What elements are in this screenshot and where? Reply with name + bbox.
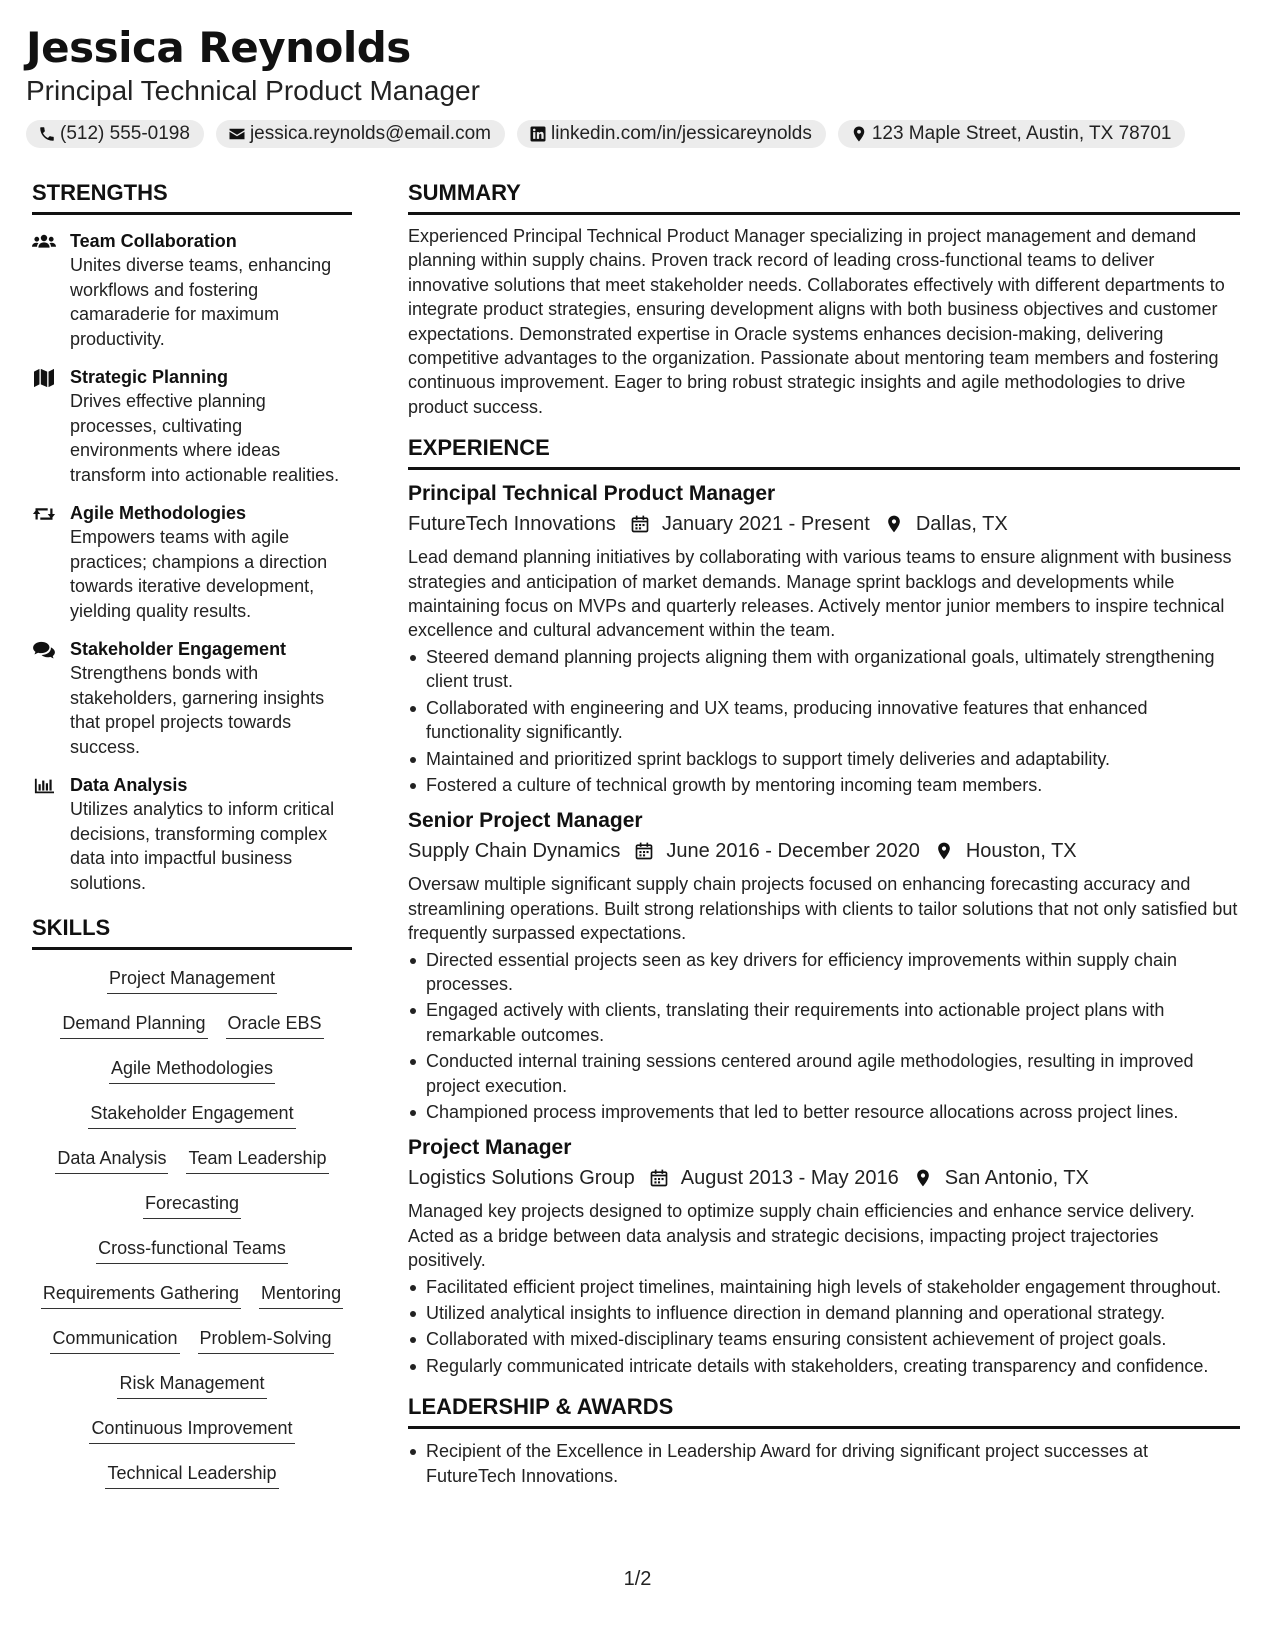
- contact-email[interactable]: [216, 120, 505, 148]
- job-bullet: Fostered a culture of technical growth by mentoring incoming team members.: [408, 773, 1240, 797]
- awards-heading: LEADERSHIP & AWARDS: [408, 1392, 1240, 1429]
- skill-tag: Demand Planning: [60, 1007, 207, 1039]
- strength-title: Team Collaboration: [70, 231, 237, 251]
- job-dates: August 2013 - May 2016: [680, 1167, 899, 1190]
- job-bullet: Directed essential projects seen as key drivers for efficiency improvements within supply chain processes.: [408, 948, 1240, 997]
- map-pin-icon: [934, 841, 954, 861]
- strength-desc: Empowers teams with agile practices; champions a direction towards iterative development, yielding quality results.: [70, 527, 328, 621]
- job-company: FutureTech Innovations: [408, 513, 616, 536]
- job-meta: [408, 1163, 1240, 1193]
- job-location: Houston, TX: [965, 840, 1077, 863]
- users-icon: [32, 232, 56, 252]
- map-pin-icon: [913, 1168, 933, 1188]
- job-bullet: Collaborated with engineering and UX teams, producing innovative features that enhanced functionality significantly.: [408, 696, 1240, 745]
- job-company: Supply Chain Dynamics: [408, 840, 621, 863]
- skill-tag: Oracle EBS: [226, 1007, 324, 1039]
- job-location: Dallas, TX: [915, 513, 1008, 536]
- skill-tag: Risk Management: [117, 1367, 266, 1399]
- strength-title: Data Analysis: [70, 775, 188, 795]
- experience-section: [408, 433, 1240, 1378]
- strength-item: [32, 501, 352, 623]
- job-bullet: Collaborated with mixed-disciplinary teams ensuring consistent achievement of project goals.: [408, 1327, 1240, 1351]
- page-number: 1/2: [623, 1568, 652, 1590]
- left-column: [32, 178, 352, 1502]
- awards-section: [408, 1392, 1240, 1488]
- job-meta: [408, 836, 1240, 866]
- strength-item: [32, 229, 352, 351]
- contact-address: [838, 120, 1186, 148]
- job-bullet: Facilitated efficient project timelines, maintaining high levels of stakeholder engagement throughout.: [408, 1275, 1240, 1299]
- job-entry: [408, 1134, 1240, 1378]
- job-bullet: Engaged actively with clients, translating their requirements into actionable project plans with remarkable outcomes.: [408, 998, 1240, 1047]
- job-dates: June 2016 - December 2020: [666, 840, 920, 863]
- skill-tag: Continuous Improvement: [89, 1412, 294, 1444]
- skill-tag: Mentoring: [259, 1277, 343, 1309]
- skill-tag: Data Analysis: [55, 1142, 168, 1174]
- job-bullet: Steered demand planning projects aligning them with organizational goals, ultimately strengthening client trust.: [408, 645, 1240, 694]
- strength-desc: Unites diverse teams, enhancing workflows and fostering camaraderie for maximum productivity.: [70, 255, 332, 349]
- job-company: Logistics Solutions Group: [408, 1167, 635, 1190]
- comments-icon: [32, 640, 56, 660]
- job-description: Lead demand planning initiatives by collaborating with various teams to ensure alignment with business strategies and anticipation of market demands. Manage sprint backlogs and developments while maintaining focus on MVPs and quarterly releases. Actively mentor junior members to inspire technical excellence and cultural advancement within the team.: [408, 547, 1232, 641]
- job-description: Managed key projects designed to optimize supply chain efficiencies and enhance service delivery. Acted as a bridge between data analysis and strategic decisions, impacting project trajectories positively.: [408, 1201, 1195, 1271]
- contact-linkedin[interactable]: [517, 120, 826, 148]
- contact-phone[interactable]: [26, 120, 204, 148]
- job-bullet: Championed process improvements that led to better resource allocations across project lines.: [408, 1100, 1240, 1124]
- job-title: Principal Technical Product Manager: [408, 482, 776, 506]
- awards-list: [408, 1439, 1240, 1488]
- job-title: Project Manager: [408, 1136, 572, 1160]
- job-location: San Antonio, TX: [944, 1167, 1089, 1190]
- summary-text: Experienced Principal Technical Product Manager specializing in project management and demand planning within supply chains. Proven track record of leading cross-functional teams to deliver innovative solutions that meet stakeholder needs. Collaborates effectively with different departments to integrate product strategies, ensuring development aligns with both business objectives and customer expectations. Demonstrated expertise in Oracle systems enhances decision-making, delivering competitive advantages to the organization. Passionate about mentoring team members and fostering continuous improvement. Eager to bring robust strategic insights and agile methodologies to drive product success.: [408, 226, 1225, 417]
- job-bullet: Utilized analytical insights to influence direction in demand planning and operational strategy.: [408, 1301, 1240, 1325]
- contact-address-text: 123 Maple Street, Austin, TX 78701: [871, 123, 1172, 144]
- candidate-role: Principal Technical Product Manager: [26, 75, 480, 106]
- linkedin-icon: [529, 125, 547, 143]
- strength-desc: Strengthens bonds with stakeholders, garnering insights that propel projects towards success.: [70, 663, 325, 757]
- job-entry: [408, 480, 1240, 797]
- skill-tag: Communication: [50, 1322, 179, 1354]
- strength-item: [32, 773, 352, 895]
- job-meta: [408, 509, 1240, 539]
- job-entry: [408, 807, 1240, 1124]
- job-bullet: Regularly communicated intricate details with stakeholders, creating transparency and confidence.: [408, 1354, 1240, 1378]
- job-bullet: Maintained and prioritized sprint backlogs to support timely deliveries and adaptability.: [408, 747, 1240, 771]
- job-bullets: [408, 948, 1240, 1125]
- award-item: Recipient of the Excellence in Leadership Award for driving significant project successes at FutureTech Innovations.: [408, 1439, 1240, 1488]
- skill-tag: Stakeholder Engagement: [88, 1097, 295, 1129]
- job-bullets: [408, 645, 1240, 797]
- skills-heading: SKILLS: [32, 913, 352, 950]
- envelope-icon: [228, 125, 246, 143]
- job-bullets: [408, 1275, 1240, 1379]
- bar-chart-icon: [32, 776, 56, 796]
- strength-item: [32, 365, 352, 487]
- calendar-icon: [630, 514, 650, 534]
- contact-linkedin-text: linkedin.com/in/jessicareynolds: [550, 123, 812, 144]
- strength-desc: Utilizes analytics to inform critical decisions, transforming complex data into impactful business solutions.: [70, 799, 335, 893]
- strength-title: Stakeholder Engagement: [70, 639, 287, 659]
- job-description: Oversaw multiple significant supply chain projects focused on enhancing forecasting accuracy and streamlining operations. Built strong relationships with clients to tailor solutions that not only satisfied but frequently surpassed expectations.: [408, 874, 1238, 944]
- retweet-icon: [32, 504, 56, 524]
- calendar-icon: [634, 841, 654, 861]
- skills-section: [32, 913, 352, 1502]
- strength-title: Strategic Planning: [70, 367, 229, 387]
- job-bullet: Conducted internal training sessions centered around agile methodologies, resulting in improved project execution.: [408, 1049, 1240, 1098]
- skill-tag: Requirements Gathering: [41, 1277, 241, 1309]
- skills-list: [32, 962, 352, 1502]
- skill-tag: Cross-functional Teams: [96, 1232, 288, 1264]
- strength-item: [32, 637, 352, 759]
- contact-email-text: jessica.reynolds@email.com: [249, 123, 491, 144]
- strength-title: Agile Methodologies: [70, 503, 247, 523]
- phone-icon: [38, 125, 56, 143]
- contact-phone-text: (512) 555-0198: [60, 123, 190, 144]
- contact-bar: [26, 120, 1256, 148]
- skill-tag: Problem-Solving: [198, 1322, 334, 1354]
- skill-tag: Project Management: [107, 962, 277, 994]
- strengths-heading: STRENGTHS: [32, 178, 352, 215]
- experience-heading: EXPERIENCE: [408, 433, 1240, 470]
- job-title: Senior Project Manager: [408, 809, 643, 833]
- strengths-list: [32, 229, 352, 895]
- map-icon: [32, 368, 56, 388]
- map-pin-icon: [850, 125, 868, 143]
- job-dates: January 2021 - Present: [661, 513, 870, 536]
- resume-header: [26, 22, 1256, 148]
- summary-heading: SUMMARY: [408, 178, 1240, 215]
- strength-desc: Drives effective planning processes, cultivating environments where ideas transform into actionable realities.: [70, 391, 340, 485]
- map-pin-icon: [884, 514, 904, 534]
- candidate-name: Jessica Reynolds: [26, 23, 411, 72]
- right-column: [408, 178, 1240, 1490]
- skill-tag: Team Leadership: [186, 1142, 328, 1174]
- skill-tag: Agile Methodologies: [109, 1052, 275, 1084]
- skill-tag: Technical Leadership: [105, 1457, 278, 1489]
- skill-tag: Forecasting: [143, 1187, 241, 1219]
- calendar-icon: [649, 1168, 669, 1188]
